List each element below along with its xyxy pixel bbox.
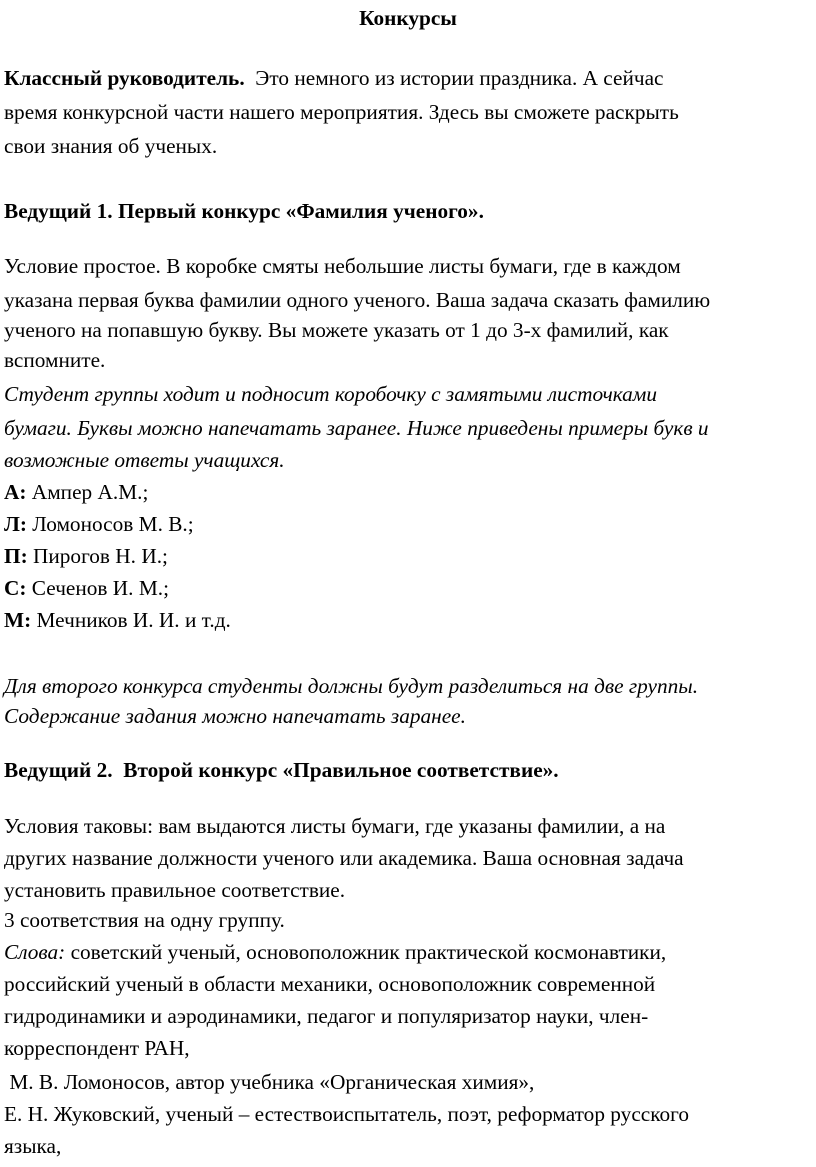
example-item bbox=[4, 542, 168, 570]
example-letter: Л: bbox=[4, 512, 27, 536]
contest2-para-line: Условия таковы: вам выдаются листы бумаги, где указаны фамилии, а на bbox=[4, 814, 666, 838]
speaker-label: Классный руководитель. bbox=[4, 66, 245, 90]
example-item bbox=[4, 510, 194, 538]
example-answer: Мечников И. И. и т.д. bbox=[31, 608, 231, 632]
words-line: М. В. Ломоносов, автор учебника «Органическая химия», bbox=[4, 1070, 535, 1094]
words-line: корреспондент РАН, bbox=[4, 1036, 190, 1060]
example-item bbox=[4, 574, 169, 602]
intro-line-2: время конкурсной части нашего мероприятия. Здесь вы сможете раскрыть bbox=[4, 100, 679, 124]
words-line: языка, bbox=[4, 1134, 62, 1158]
contest1-para-line: Условие простое. В коробке смяты небольшие листы бумаги, где в каждом bbox=[4, 254, 681, 278]
example-answer: Сеченов И. М.; bbox=[26, 576, 169, 600]
contest2-heading: Ведущий 2. Второй конкурс «Правильное соответствие». bbox=[4, 758, 559, 782]
example-answer: Ампер А.М.; bbox=[26, 480, 149, 504]
page-title: Конкурсы bbox=[359, 6, 457, 30]
words-line: российский ученый в области механики, основоположник современной bbox=[4, 972, 656, 996]
contest1-heading: Ведущий 1. Первый конкурс «Фамилия ученого». bbox=[4, 199, 484, 223]
contest2-para-line: других название должности ученого или академика. Ваша основная задача bbox=[4, 846, 684, 870]
example-letter: А: bbox=[4, 480, 27, 504]
contest2-para-line: 3 соответствия на одну группу. bbox=[4, 908, 285, 932]
contest1-para-line: ученого на попавшую букву. Вы можете указать от 1 до 3-х фамилий, как bbox=[4, 318, 669, 342]
group-note-line: Содержание задания можно напечатать заранее. bbox=[4, 704, 466, 728]
intro-line-3: свои знания об ученых. bbox=[4, 134, 218, 158]
words-line bbox=[4, 938, 666, 966]
example-item bbox=[4, 478, 148, 506]
contest2-para-line: установить правильное соответствие. bbox=[4, 878, 346, 902]
words-label: Слова: bbox=[4, 940, 66, 964]
example-item bbox=[4, 606, 231, 634]
contest1-para-line: вспомните. bbox=[4, 348, 106, 372]
contest1-note-line: Студент группы ходит и подносит коробочку с замятыми листочками bbox=[4, 382, 658, 406]
example-letter: П: bbox=[4, 544, 28, 568]
words-text: советский ученый, основоположник практической космонавтики, bbox=[65, 940, 667, 964]
intro-line-1 bbox=[4, 64, 664, 92]
example-letter: М: bbox=[4, 608, 32, 632]
intro-text: Это немного из истории праздника. А сейчас bbox=[244, 66, 664, 90]
example-answer: Пирогов Н. И.; bbox=[27, 544, 168, 568]
words-line: гидродинамики и аэродинамики, педагог и популяризатор науки, член- bbox=[4, 1004, 649, 1028]
example-answer: Ломоносов М. В.; bbox=[26, 512, 194, 536]
contest1-note-line: бумаги. Буквы можно напечатать заранее. Ниже приведены примеры букв и bbox=[4, 416, 709, 440]
contest1-note-line: возможные ответы учащихся. bbox=[4, 448, 285, 472]
example-letter: С: bbox=[4, 576, 27, 600]
group-note-line: Для второго конкурса студенты должны будут разделиться на две группы. bbox=[4, 674, 699, 698]
contest1-para-line: указана первая буква фамилии одного ученого. Ваша задача сказать фамилию bbox=[4, 288, 711, 312]
words-line: Е. Н. Жуковский, ученый – естествоиспытатель, поэт, реформатор русского bbox=[4, 1102, 689, 1126]
